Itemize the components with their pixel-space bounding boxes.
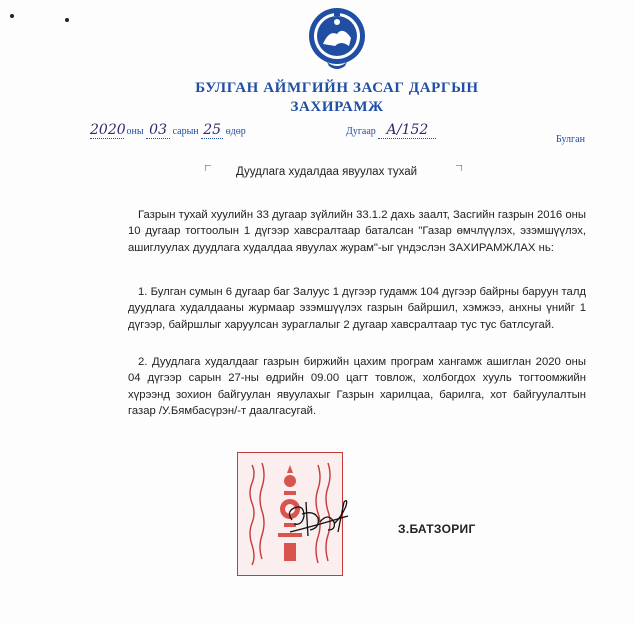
decision-item-1: 1. Булган сумын 6 дугаар баг Залуус 1 дүгээр гудамж 104 дүгээр байрны баруун талд дуудлага худалдааны журмаар эзэмшүүлэх газрын байршил, хэмжээ, анхны үнийг 1 дүгээр, байршлыг харуулсан зураглалыг 2 дугаар хавсралтаар тус тус батлсугай.	[128, 286, 586, 331]
org-title: БУЛГАН АЙМГИЙН ЗАСАГ ДАРГЫН	[195, 80, 479, 96]
date-day: 25	[201, 122, 223, 139]
date-month: 03	[146, 122, 170, 139]
corner-mark-right	[456, 165, 462, 171]
scan-dot	[10, 14, 14, 18]
date-day-suffix: өдөр	[225, 126, 246, 137]
signer-name: З.БАТЗОРИГ	[398, 522, 476, 536]
decision-item-2: 2. Дуудлага худалдааг газрын биржийн цахим програм хангамж ашиглан 2020 оны 04 дүгээр сарын 27-ны өдрийн 09.00 цагт товлож, холбогдох хууль тогтоомжийн хүрээнд зохион байгуулан явуулахыг Газрын харилцаа, барилга, хот байгуулалтын газар /У.Бямбасүрэн/-т даалгасугай.	[128, 356, 586, 417]
corner-mark-left	[205, 165, 211, 171]
intro-paragraph: Газрын тухай хуулийн 33 дугаар зүйлийн 33.1.2 дахь заалт, Засгийн газрын 2016 оны 10 дугаар тогтоолын 1 дүгээр хавсралтаар баталсан "Газар өмчлүүлэх, эзэмшүүлэх, ашиглуулах дуудлага худалдаа явуулах журам"-ыг үндэслэн ЗАХИРАМЖЛАХ нь:	[128, 209, 586, 254]
place: Булган	[556, 134, 585, 145]
subject-title: Дуудлага худалдаа явуулах тухай	[236, 166, 418, 178]
date-line	[90, 122, 246, 139]
doc-type-title: ЗАХИРАМЖ	[290, 99, 384, 115]
doc-number: А/152	[378, 122, 436, 139]
scan-dot	[65, 18, 69, 22]
signature-image	[284, 492, 364, 544]
date-year: 2020	[90, 122, 126, 138]
date-year-suffix: оны	[126, 126, 144, 137]
state-emblem-icon	[305, 4, 369, 74]
doc-number-line	[346, 122, 436, 139]
date-month-suffix: сарын	[172, 126, 199, 137]
doc-number-label: Дугаар	[346, 126, 376, 137]
